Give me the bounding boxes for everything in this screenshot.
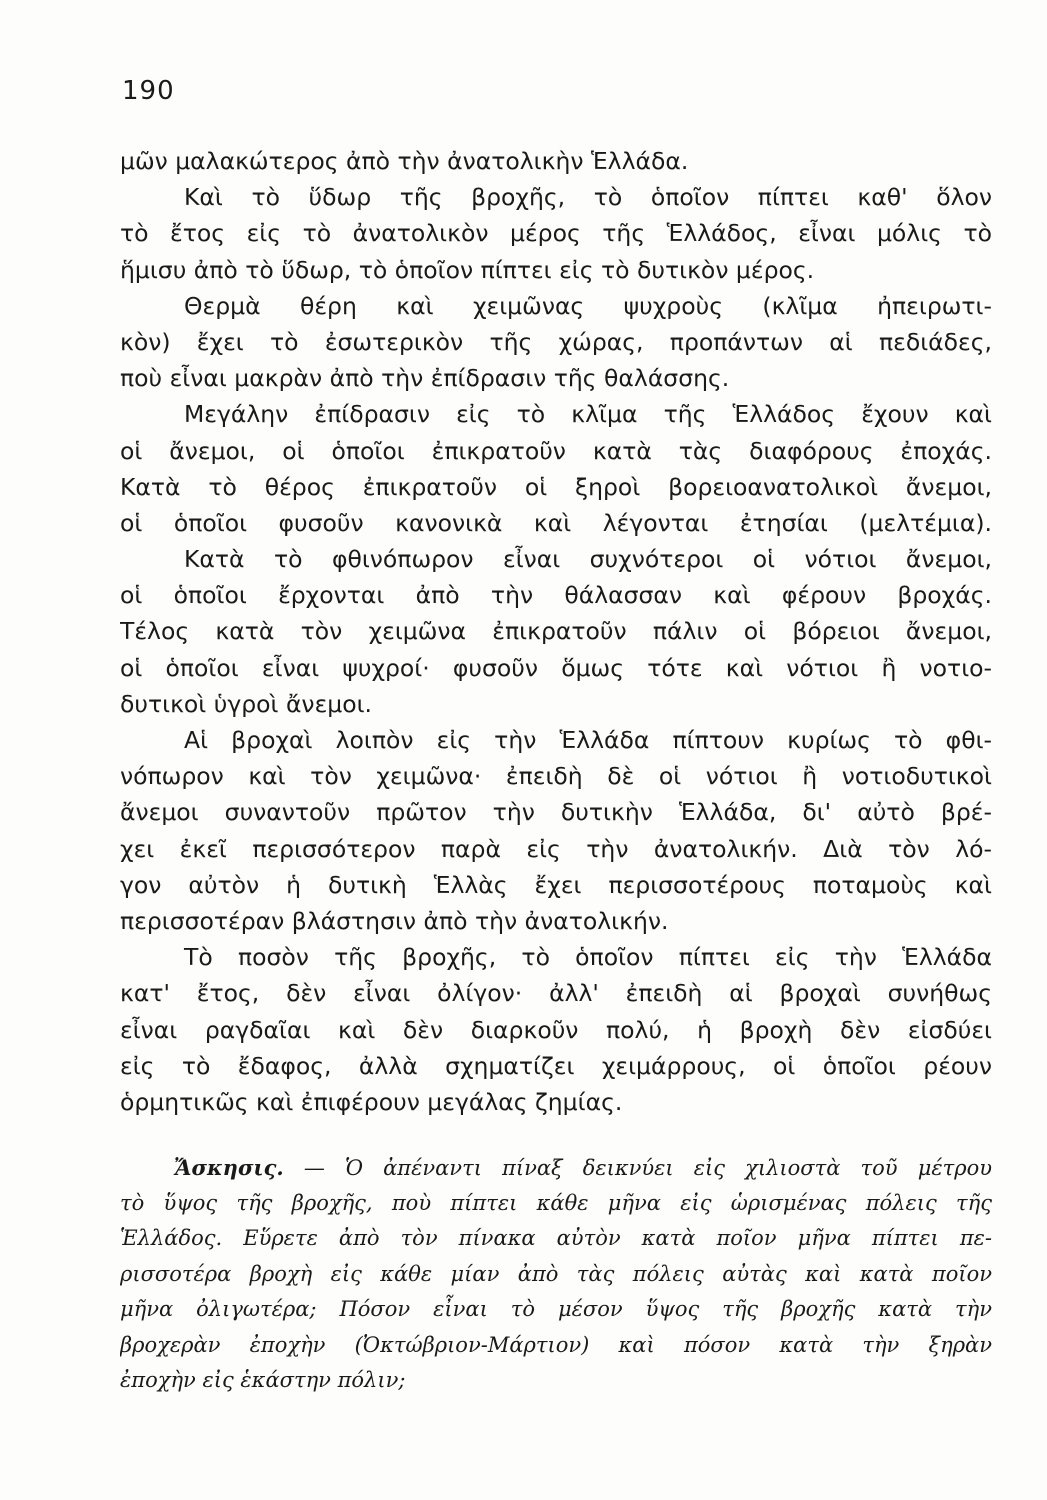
text-line: κὸν) ἔχει τὸ ἐσωτερικὸν τῆς χώρας, προπάντων αἱ πεδιάδες, xyxy=(120,327,992,356)
body-text xyxy=(120,143,992,1120)
exercise-line: βροχερὰν ἐποχὴν (Ὀκτώβριον-Μάρτιον) καὶ πόσον κατὰ τὴν ξηρὰν xyxy=(120,1332,992,1357)
text-line: ἥμισυ ἀπὸ τὸ ὕδωρ, τὸ ὁποῖον πίπτει εἰς τὸ δυτικὸν μέρος. xyxy=(120,255,815,284)
text-line: εἰς τὸ ἔδαφος, ἀλλὰ σχηματίζει χειμάρρους, οἱ ὁποῖοι ρέουν xyxy=(120,1051,992,1080)
exercise-text: — Ὁ ἀπέναντι πίναξ δεικνύει εἰς χιλιοστὰ τοῦ μέτρου xyxy=(303,1156,992,1180)
text-line: Μεγάλην ἐπίδρασιν εἰς τὸ κλῖμα τῆς Ἑλλάδος ἔχουν καὶ xyxy=(184,400,992,429)
exercise-label: Ἄσκησις. xyxy=(174,1155,284,1180)
text-line: ποὺ εἶναι μακρὰν ἀπὸ τὴν ἐπίδρασιν τῆς θαλάσσης. xyxy=(120,364,730,393)
exercise-block xyxy=(120,1150,992,1399)
text-line: οἱ ὁποῖοι ἔρχονται ἀπὸ τὴν θάλασσαν καὶ φέρουν βροχάς. xyxy=(120,581,992,610)
text-line: Θερμὰ θέρη καὶ χειμῶνας ψυχροὺς (κλῖμα ἠπειρωτι- xyxy=(184,291,992,320)
text-line: Αἱ βροχαὶ λοιπὸν εἰς τὴν Ἑλλάδα πίπτουν κυρίως τὸ φθι- xyxy=(184,726,992,754)
text-line: τὸ ἔτος εἰς τὸ ἀνατολικὸν μέρος τῆς Ἑλλάδος, εἶναι μόλις τὸ xyxy=(120,219,992,248)
text-line: οἱ ὁποῖοι εἶναι ψυχροί· φυσοῦν ὅμως τότε καὶ νότιοι ἢ νοτιο- xyxy=(120,653,992,682)
text-line: ἄνεμοι συναντοῦν πρῶτον τὴν δυτικὴν Ἑλλάδα, δι' αὐτὸ βρέ- xyxy=(120,798,992,827)
exercise-line: τὸ ὕψος τῆς βροχῆς, ποὺ πίπτει κάθε μῆνα εἰς ὡρισμένας πόλεις τῆς xyxy=(120,1190,992,1215)
exercise-line: μῆνα ὀλιγωτέρα; Πόσον εἶναι τὸ μέσον ὕψος τῆς βροχῆς κατὰ τὴν xyxy=(120,1297,992,1321)
text-line: Κατὰ τὸ φθινόπωρον εἶναι συχνότεροι οἱ νότιοι ἄνεμοι, xyxy=(184,545,992,574)
text-line: οἱ ὁποῖοι φυσοῦν κανονικὰ καὶ λέγονται ἐτησίαι (μελτέμια). xyxy=(120,508,992,537)
text-line: νόπωρον καὶ τὸν χειμῶνα· ἐπειδὴ δὲ οἱ νότιοι ἢ νοτιοδυτικοὶ xyxy=(120,762,992,791)
text-line: εἶναι ραγδαῖαι καὶ δὲν διαρκοῦν πολύ, ἡ βροχὴ δὲν εἰσδύει xyxy=(120,1015,992,1044)
exercise-line: ρισσοτέρα βροχὴ εἰς κάθε μίαν ἀπὸ τὰς πόλεις αὐτὰς καὶ κατὰ ποῖον xyxy=(120,1261,992,1286)
text-line: περισσοτέραν βλάστησιν ἀπὸ τὴν ἀνατολικήν. xyxy=(120,906,669,935)
exercise-line: ἐποχὴν εἰς ἑκάστην πόλιν; xyxy=(120,1368,406,1392)
text-line: ὁρμητικῶς καὶ ἐπιφέρουν μεγάλας ζημίας. xyxy=(120,1087,623,1116)
text-line: δυτικοὶ ὑγροὶ ἄνεμοι. xyxy=(120,689,373,718)
page-number: 190 xyxy=(122,76,175,106)
text-line: οἱ ἄνεμοι, οἱ ὁποῖοι ἐπικρατοῦν κατὰ τὰς διαφόρους ἐποχάς. xyxy=(120,436,992,465)
exercise-line: Ἑλλάδος. Εὕρετε ἀπὸ τὸν πίνακα αὐτὸν κατὰ ποῖον μῆνα πίπτει πε- xyxy=(120,1226,992,1250)
text-line: χει ἐκεῖ περισσότερον παρὰ εἰς τὴν ἀνατολικήν. Διὰ τὸν λό- xyxy=(120,834,992,863)
text-line: μῶν μαλακώτερος ἀπὸ τὴν ἀνατολικὴν Ἑλλάδα. xyxy=(120,147,689,175)
exercise-line xyxy=(120,1150,992,1186)
text-line: Κατὰ τὸ θέρος ἐπικρατοῦν οἱ ξηροὶ βορειοανατολικοὶ ἄνεμοι, xyxy=(120,472,992,501)
text-line: Τέλος κατὰ τὸν χειμῶνα ἐπικρατοῦν πάλιν οἱ βόρειοι ἄνεμοι, xyxy=(120,617,992,646)
text-line: Τὸ ποσὸν τῆς βροχῆς, τὸ ὁποῖον πίπτει εἰς τὴν Ἑλλάδα xyxy=(184,943,992,972)
text-line: κατ' ἔτος, δὲν εἶναι ὀλίγον· ἀλλ' ἐπειδὴ αἱ βροχαὶ συνήθως xyxy=(120,979,992,1008)
text-line: Καὶ τὸ ὕδωρ τῆς βροχῆς, τὸ ὁποῖον πίπτει καθ' ὅλον xyxy=(184,183,992,212)
text-line: γον αὐτὸν ἡ δυτικὴ Ἑλλὰς ἔχει περισσοτέρους ποταμοὺς καὶ xyxy=(120,870,992,899)
